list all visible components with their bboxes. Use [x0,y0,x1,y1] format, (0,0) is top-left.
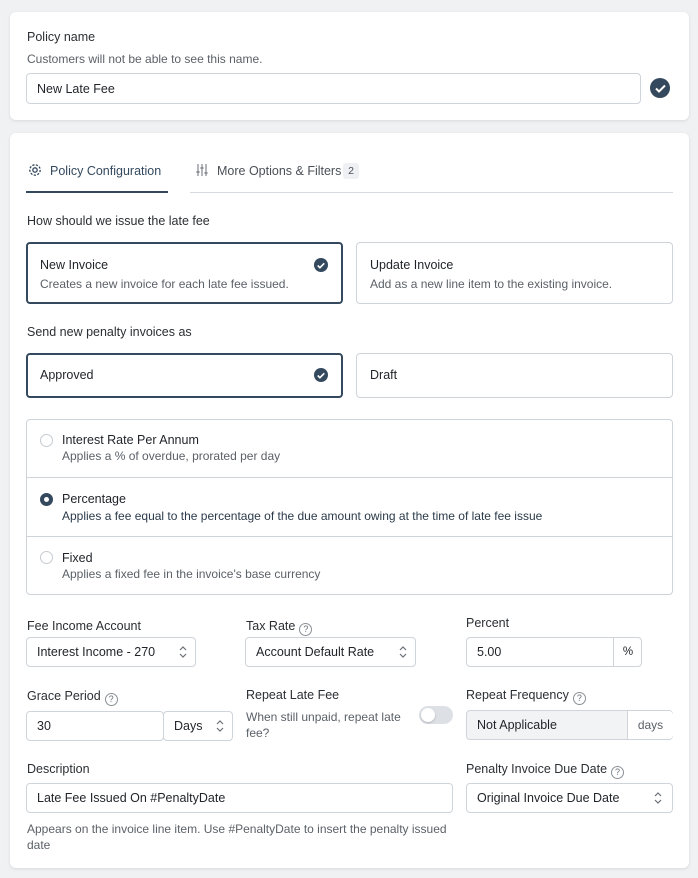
description-value: Late Fee Issued On #PenaltyDate [37,791,226,805]
percent-label: Percent [466,616,510,630]
radio-interest[interactable] [40,434,53,447]
tax-rate-select[interactable] [245,637,416,667]
fee-type-fixed-title: Fixed [62,551,93,565]
repeat-frequency-suffix: days [627,711,673,739]
percent-input[interactable] [466,637,642,667]
option-approved[interactable] [26,353,343,398]
fee-type-percentage-title: Percentage [62,492,126,506]
fee-type-percentage-desc: Applies a fee equal to the percentage of the due amount owing at the time of late fee issue [62,509,543,523]
send-question: Send new penalty invoices as [27,325,192,339]
fee-type-interest-title: Interest Rate Per Annum [62,433,199,447]
repeat-toggle-knob [421,708,435,722]
tax-rate-value: Account Default Rate [256,645,375,659]
description-label: Description [27,762,90,776]
grace-period-value: 30 [37,719,51,733]
option-update-invoice-title: Update Invoice [370,258,454,272]
selected-check-icon [314,368,328,382]
tax-rate-label: Tax Rate ? [246,619,312,636]
repeat-frequency-value: Not Applicable [477,718,557,732]
tab-policy-configuration[interactable] [26,155,168,193]
help-icon[interactable]: ? [611,766,624,779]
radio-fixed[interactable] [40,551,53,564]
description-help: Appears on the invoice line item. Use #PenaltyDate to insert the penalty issued date [27,822,447,852]
repeat-frequency-label: Repeat Frequency ? [466,688,586,705]
help-icon[interactable]: ? [573,692,586,705]
due-date-value: Original Invoice Due Date [477,791,620,805]
chevron-updown-icon [179,645,187,659]
percent-suffix: % [613,638,642,666]
repeat-late-fee-label: Repeat Late Fee [246,688,340,702]
fee-type-group [26,419,673,595]
fee-income-label: Fee Income Account [27,619,141,633]
grace-period-input[interactable] [26,711,164,741]
chevron-updown-icon [216,719,224,733]
policy-name-card [10,12,689,120]
fee-income-select[interactable] [26,637,196,667]
policy-config-card [10,133,689,868]
confirm-check-icon[interactable] [650,78,670,98]
tab-policy-configuration-label: Policy Configuration [50,164,162,178]
selected-check-icon [314,258,328,272]
fee-type-interest[interactable] [27,420,672,478]
percent-value: 5.00 [477,645,502,659]
issue-question: How should we issue the late fee [27,214,210,228]
tab-divider [362,192,673,193]
policy-name-input[interactable] [26,73,641,104]
description-input[interactable] [26,783,453,813]
chevron-updown-icon [399,645,407,659]
grace-unit-select[interactable] [163,711,233,741]
option-new-invoice-desc: Creates a new invoice for each late fee issued. [40,277,289,291]
fee-type-percentage[interactable] [27,478,672,537]
repeat-frequency-input[interactable] [466,710,673,740]
help-icon[interactable]: ? [105,693,118,706]
policy-name-help: Customers will not be able to see this name. [27,52,263,66]
sliders-icon [196,163,208,180]
radio-percentage[interactable] [40,493,53,506]
grace-period-label: Grace Period ? [27,689,118,706]
fee-type-fixed-desc: Applies a fixed fee in the invoice's base currency [62,567,321,581]
option-draft[interactable] [356,353,673,398]
option-new-invoice[interactable] [26,242,343,304]
fee-type-fixed[interactable] [27,537,672,594]
policy-name-label: Policy name [27,30,96,44]
option-update-invoice[interactable] [356,242,673,304]
option-new-invoice-title: New Invoice [40,258,109,272]
due-date-select[interactable] [466,783,673,813]
repeat-late-fee-help: When still unpaid, repeat late fee? [246,710,401,740]
chevron-updown-icon [654,791,662,805]
tab-more-options-label: More Options & Filters [217,164,342,178]
fee-type-interest-desc: Applies a % of overdue, prorated per day [62,449,281,463]
repeat-toggle[interactable] [419,706,453,724]
option-update-invoice-desc: Add as a new line item to the existing invoice. [370,277,613,291]
tab-more-options[interactable] [190,155,362,193]
policy-name-value: New Late Fee [37,81,115,96]
help-icon[interactable]: ? [299,623,312,636]
due-date-label: Penalty Invoice Due Date ? [466,762,624,779]
gear-icon [28,163,42,180]
option-draft-title: Draft [370,368,398,382]
option-approved-title: Approved [40,368,94,382]
grace-unit-value: Days [174,719,203,733]
fee-income-value: Interest Income - 270 [37,645,156,659]
filter-count-badge: 2 [343,163,359,179]
